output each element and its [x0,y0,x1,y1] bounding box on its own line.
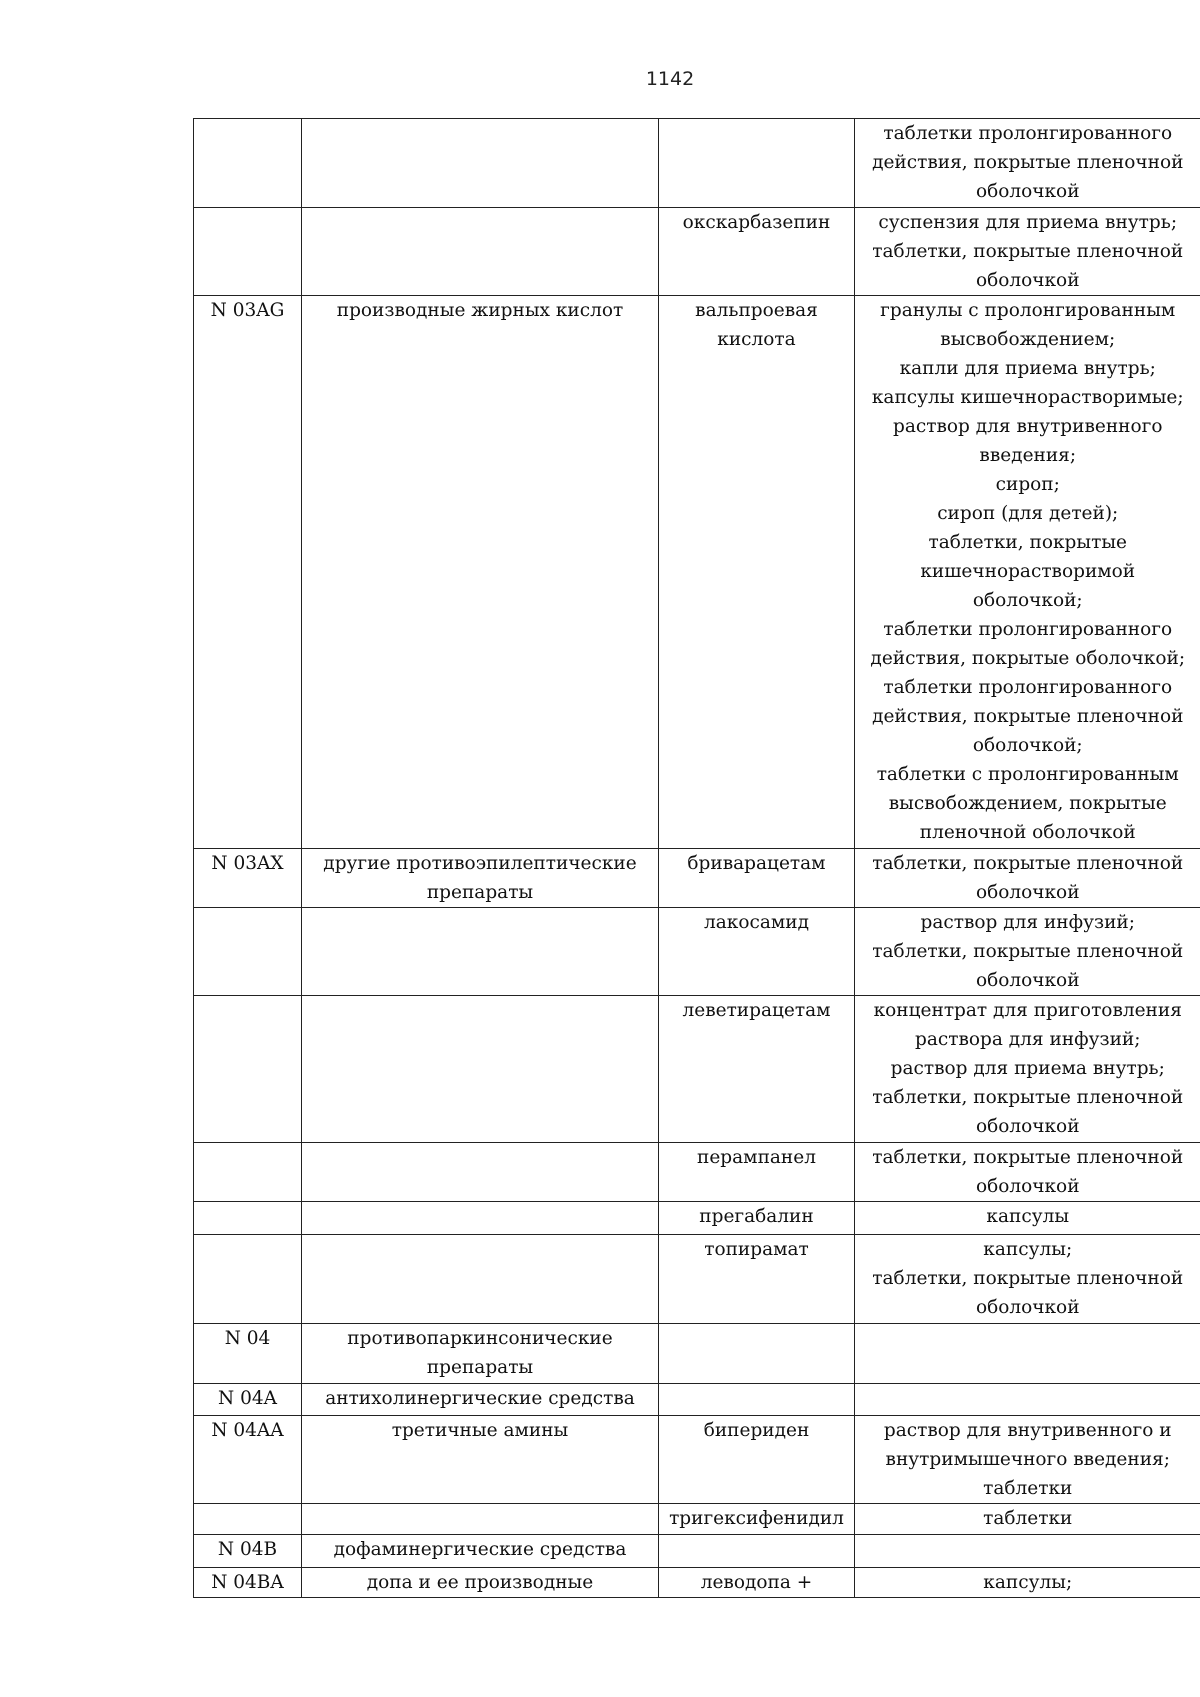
dosage-form-cell: капсулы; таблетки, покрытые пленочной оболочкой [855,1235,1200,1324]
table-row [194,119,1200,208]
dosage-form-cell: концентрат для приготовления раствора для инфузий; раствор для приема внутрь; таблетки, покрытые пленочной оболочкой [855,996,1200,1143]
dosage-form-cell: таблетки, покрытые пленочной оболочкой [855,849,1200,908]
drug-name-cell [659,1384,855,1416]
dosage-form-cell: суспензия для приема внутрь; таблетки, покрытые пленочной оболочкой [855,208,1200,296]
drug-name-cell: топирамат [659,1235,855,1324]
table-row [194,1416,1200,1504]
atc-code-cell [194,1143,302,1202]
group-name-cell: другие противоэпилептические препараты [302,849,659,908]
table-row [194,1324,1200,1384]
drug-name-cell: леводопа + [659,1568,855,1598]
drug-name-cell: вальпроевая кислота [659,296,855,849]
atc-code-cell [194,1235,302,1324]
dosage-form-cell [855,1535,1200,1568]
atc-code-cell: N 04BA [194,1568,302,1598]
table-row [194,1535,1200,1568]
drug-name-cell: тригексифенидил [659,1504,855,1535]
table-row [194,1235,1200,1324]
drug-name-cell: бипериден [659,1416,855,1504]
drug-table [193,118,1200,1598]
dosage-form-cell: таблетки [855,1504,1200,1535]
group-name-cell: третичные амины [302,1416,659,1504]
dosage-form-cell: капсулы; [855,1568,1200,1598]
drug-name-cell: прегабалин [659,1202,855,1235]
group-name-cell: дофаминергические средства [302,1535,659,1568]
drug-name-cell: бриварацетам [659,849,855,908]
table-row [194,208,1200,296]
group-name-cell [302,1504,659,1535]
table-row [194,1202,1200,1235]
atc-code-cell [194,1504,302,1535]
group-name-cell [302,119,659,208]
atc-code-cell [194,996,302,1143]
atc-code-cell: N 04 [194,1324,302,1384]
atc-code-cell: N 03AG [194,296,302,849]
table-row [194,1143,1200,1202]
page-number: 1142 [645,68,695,90]
group-name-cell [302,996,659,1143]
atc-code-cell: N 03AX [194,849,302,908]
drug-name-cell [659,119,855,208]
dosage-form-cell: таблетки, покрытые пленочной оболочкой [855,1143,1200,1202]
table-row [194,908,1200,996]
atc-code-cell [194,908,302,996]
atc-code-cell: N 04AA [194,1416,302,1504]
table-row [194,1568,1200,1598]
dosage-form-cell: капсулы [855,1202,1200,1235]
group-name-cell [302,1235,659,1324]
group-name-cell [302,208,659,296]
drug-name-cell [659,1324,855,1384]
table-row [194,849,1200,908]
dosage-form-cell: гранулы с пролонгированным высвобождением; капли для приема внутрь; капсулы кишечнорастворимые; раствор для внутривенного введения; сироп; сироп (для детей); таблетки, покрытые кишечнорастворимой оболочкой; таблетки пролонгированного действия, покрытые оболочкой; таблетки пролонгированного действия, покрытые пленочной оболочкой; таблетки с пролонгированным высвобождением, покрытые пленочной оболочкой [855,296,1200,849]
group-name-cell: противопаркинсонические препараты [302,1324,659,1384]
group-name-cell [302,1202,659,1235]
table-row [194,1384,1200,1416]
dosage-form-cell: раствор для внутривенного и внутримышечного введения; таблетки [855,1416,1200,1504]
table-row [194,296,1200,849]
dosage-form-cell: таблетки пролонгированного действия, покрытые пленочной оболочкой [855,119,1200,208]
atc-code-cell [194,208,302,296]
group-name-cell [302,1143,659,1202]
drug-name-cell: перампанел [659,1143,855,1202]
group-name-cell: производные жирных кислот [302,296,659,849]
atc-code-cell: N 04B [194,1535,302,1568]
drug-name-cell: окскарбазепин [659,208,855,296]
drug-name-cell: леветирацетам [659,996,855,1143]
dosage-form-cell: раствор для инфузий; таблетки, покрытые пленочной оболочкой [855,908,1200,996]
drug-name-cell [659,1535,855,1568]
group-name-cell: антихолинергические средства [302,1384,659,1416]
atc-code-cell [194,119,302,208]
drug-name-cell: лакосамид [659,908,855,996]
atc-code-cell [194,1202,302,1235]
table-row [194,1504,1200,1535]
dosage-form-cell [855,1324,1200,1384]
group-name-cell: допа и ее производные [302,1568,659,1598]
dosage-form-cell [855,1384,1200,1416]
table-row [194,996,1200,1143]
atc-code-cell: N 04A [194,1384,302,1416]
group-name-cell [302,908,659,996]
